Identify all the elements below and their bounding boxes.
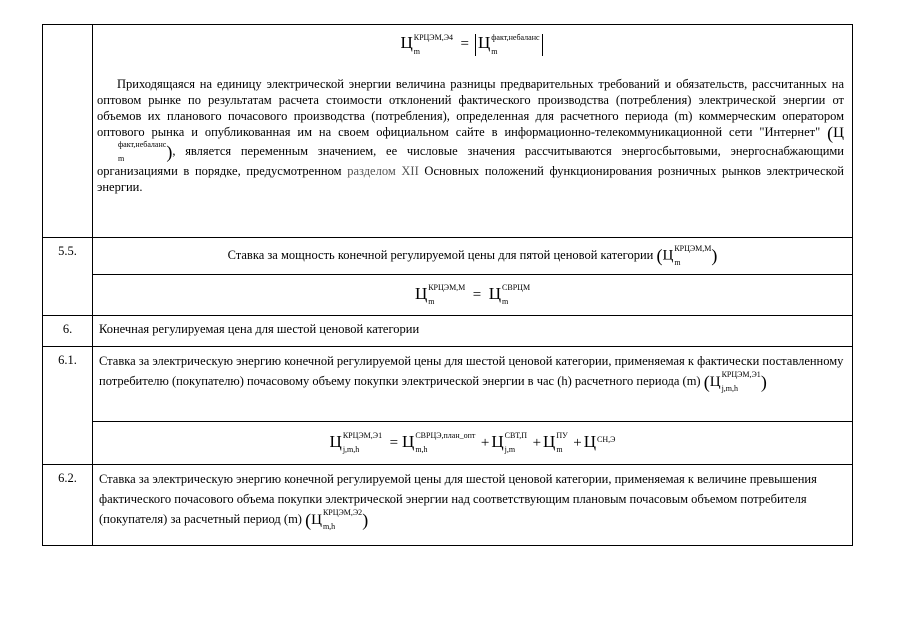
formula-subscript: m: [502, 297, 509, 307]
paragraph-text: Основных положений функционирования розничных рынков электрической энергии.: [97, 163, 844, 194]
formula-subscript: m: [118, 153, 125, 163]
formula-superscript: ПУ: [556, 431, 568, 441]
row-heading: Ставка за мощность конечной регулируемой цены для пятой ценовой категории (Ц КРЦЭМ,М m ): [93, 238, 853, 275]
price-symbol: Ц: [488, 283, 502, 303]
row-content: [93, 316, 853, 347]
formula-subscript: j,m,h: [342, 445, 360, 455]
row-formula-cell: [93, 422, 853, 465]
formula-subscript: m,h: [415, 445, 428, 455]
formula-superscript: факт,небаланс: [118, 139, 167, 149]
formula-subscript: j,m,h: [721, 384, 739, 394]
price-symbol: Ц: [491, 431, 504, 451]
row-text: Ставка за мощность конечной регулируемой цены для пятой ценовой категории: [227, 247, 654, 262]
price-symbol: Ц: [709, 374, 721, 391]
plus-sign: +: [480, 434, 490, 451]
row-number: 6.1.: [43, 347, 93, 465]
price-symbol: Ц: [583, 431, 597, 451]
formula-superscript: СВТ,П: [504, 431, 528, 441]
formula-subscript: j,m: [504, 445, 516, 455]
formula-subscript: m: [674, 258, 681, 267]
formula-subscript: m: [428, 297, 435, 307]
table-row: [43, 347, 853, 422]
row-content: [93, 25, 853, 238]
formula-superscript: КРЦЭМ,М: [674, 244, 712, 253]
row-number: 6.2.: [43, 465, 93, 546]
table-row: [43, 316, 853, 347]
price-symbol: Ц: [477, 33, 491, 52]
formula-superscript: СВРЦЭ,план_опт: [415, 431, 476, 441]
equals-sign: =: [460, 36, 469, 52]
formula-e4: [93, 25, 852, 66]
row-description: Ставка за электрическую энергию конечной регулируемой цены для шестой ценовой категории, применяемая к фактически поставленному потребителю (покупателю) почасовому объему покупки электрической энергии в час (h) расчетного периода (m) (Ц КРЦЭМ,Э1 j,m,h ): [99, 354, 844, 394]
table-row: [43, 238, 853, 275]
row-text: Конечная регулируемая цена для шестой ценовой категории: [99, 322, 420, 336]
formula-superscript: факт,небаланс: [491, 32, 540, 42]
plus-sign: +: [532, 434, 542, 451]
table-row: [43, 465, 853, 546]
price-symbol: Ц: [543, 431, 556, 451]
regulation-table: [42, 24, 853, 546]
price-symbol: Ц: [414, 283, 428, 303]
abs-bar-right: [542, 34, 543, 56]
formula-superscript: КРЦЭМ,Э1: [342, 431, 383, 441]
price-symbol: Ц: [400, 33, 413, 52]
price-symbol: Ц: [329, 431, 342, 451]
price-symbol: Ц: [402, 431, 415, 451]
table-row: [43, 25, 853, 238]
row-description: Ставка за электрическую энергию конечной регулируемой цены для шестой ценовой категории, применяемая к величине превышения фактического почасового объема покупки электрической энергии над соответствующим плановым почасовым объемом потребителя (покупателя) за расчетный период (m) (Ц КРЦЭМ,Э2 m,h ): [99, 472, 817, 532]
row-text: Ставка за электрическую энергию конечной регулируемой цены для шестой ценовой категории, применяемая к величине превышения фактического почасового объема покупки электрической энергии над соответствующим плановым почасовым объемом потребителя (покупателя) за расчетный период (m): [99, 472, 817, 526]
paragraph-text: Приходящаяся на единицу электрической энергии величина разницы предварительных требований и обязательств, рассчитанных на оптовом рынке по результатам расчета стоимости отклонений фактического производства (потребления) электрической энергии от объемов их планового почасового производства (потребления), определенная для расчетного периода (m) коммерческим оператором оптового рынка и опубликованная им на своем официальном сайте в информационно-телекоммуникационной сети "Интернет": [97, 76, 844, 139]
row-formula-cell: [93, 275, 853, 316]
paragraph-text: , является переменным значением, ее числовые значения рассчитываются энергосбытовыми, энергоснабжающими организациями в порядке, предусмотренном: [97, 143, 844, 178]
plus-sign: +: [573, 434, 582, 451]
row-number-cell: [43, 25, 93, 238]
formula-superscript: СН,Э: [597, 435, 616, 445]
formula-superscript: КРЦЭМ,Э1: [721, 370, 761, 380]
formula-e1: [93, 432, 852, 455]
table-row: [43, 422, 853, 465]
paragraph-definition: Приходящаяся на единицу электрической энергии величина разницы предварительных требований и обязательств, рассчитанных на оптовом рынке по результатам расчета стоимости отклонений фактического производства (потребления) электрической энергии от объемов их планового почасового производства (потребления), определенная для расчетного периода (m) коммерческим оператором оптового рынка и опубликованная им на своем официальном сайте в информационно-телекоммуникационной сети "Интернет" (Ц факт,небаланс m ), является переменным значением, ее числовые значения рассчитываются энергосбытовыми, энергоснабжающими организациями в порядке, предусмотренном разделом XII Основных положений функционирования розничных рынков электрической энергии.: [97, 76, 844, 194]
table-row: [43, 275, 853, 316]
formula-subscript: m,h: [322, 522, 336, 532]
formula-m: [93, 284, 852, 307]
formula-subscript: m: [556, 445, 563, 455]
formula-superscript: КРЦЭМ,М: [428, 283, 466, 293]
equals-sign: =: [389, 434, 399, 451]
row-content: [93, 347, 853, 422]
price-symbol: Ц: [311, 512, 322, 529]
price-symbol: Ц: [662, 247, 674, 264]
row-content: [93, 465, 853, 546]
row-number: 6.: [43, 316, 93, 347]
equals-sign: =: [472, 286, 482, 303]
row-text: Ставка за электрическую энергию конечной регулируемой цены для шестой ценовой категории, применяемая к фактически поставленному потребителю (покупателю) почасовому объему покупки электрической энергии в час (h) расчетного периода (m): [99, 354, 844, 388]
formula-superscript: СВРЦМ: [502, 283, 531, 293]
abs-bar-left: [475, 34, 476, 56]
formula-superscript: КРЦЭМ,Э4: [413, 32, 453, 42]
formula-superscript: КРЦЭМ,Э2: [322, 508, 363, 518]
section-reference-link[interactable]: разделом XII: [347, 163, 419, 178]
row-number: 5.5.: [43, 238, 93, 316]
price-symbol: Ц: [833, 124, 844, 141]
formula-subscript: m: [491, 46, 498, 56]
formula-subscript: m: [413, 46, 420, 56]
